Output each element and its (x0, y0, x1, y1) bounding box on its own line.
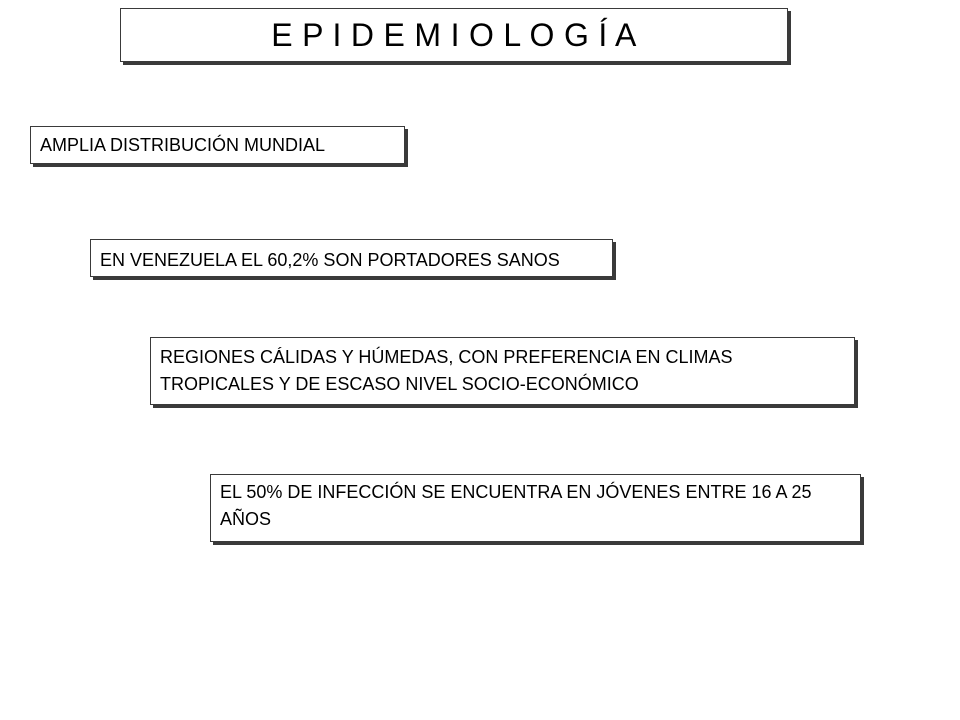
point-text-4: EL 50% DE INFECCIÓN SE ENCUENTRA EN JÓVENES ENTRE 16 A 25 AÑOS (220, 482, 812, 529)
point-text-2: EN VENEZUELA EL 60,2% SON PORTADORES SANOS (100, 250, 560, 270)
point-box-1 (30, 126, 405, 164)
point-box-2 (90, 239, 613, 277)
point-text-3: REGIONES CÁLIDAS Y HÚMEDAS, CON PREFERENCIA EN CLIMAS TROPICALES Y DE ESCASO NIVEL SOCIO-ECONÓMICO (160, 347, 733, 394)
point-box-3 (150, 337, 855, 405)
title-box (120, 8, 788, 62)
point-text-1: AMPLIA DISTRIBUCIÓN MUNDIAL (40, 135, 326, 155)
slide-title: E P I D E M I O L O G Í A (271, 16, 637, 53)
point-box-4 (210, 474, 861, 542)
